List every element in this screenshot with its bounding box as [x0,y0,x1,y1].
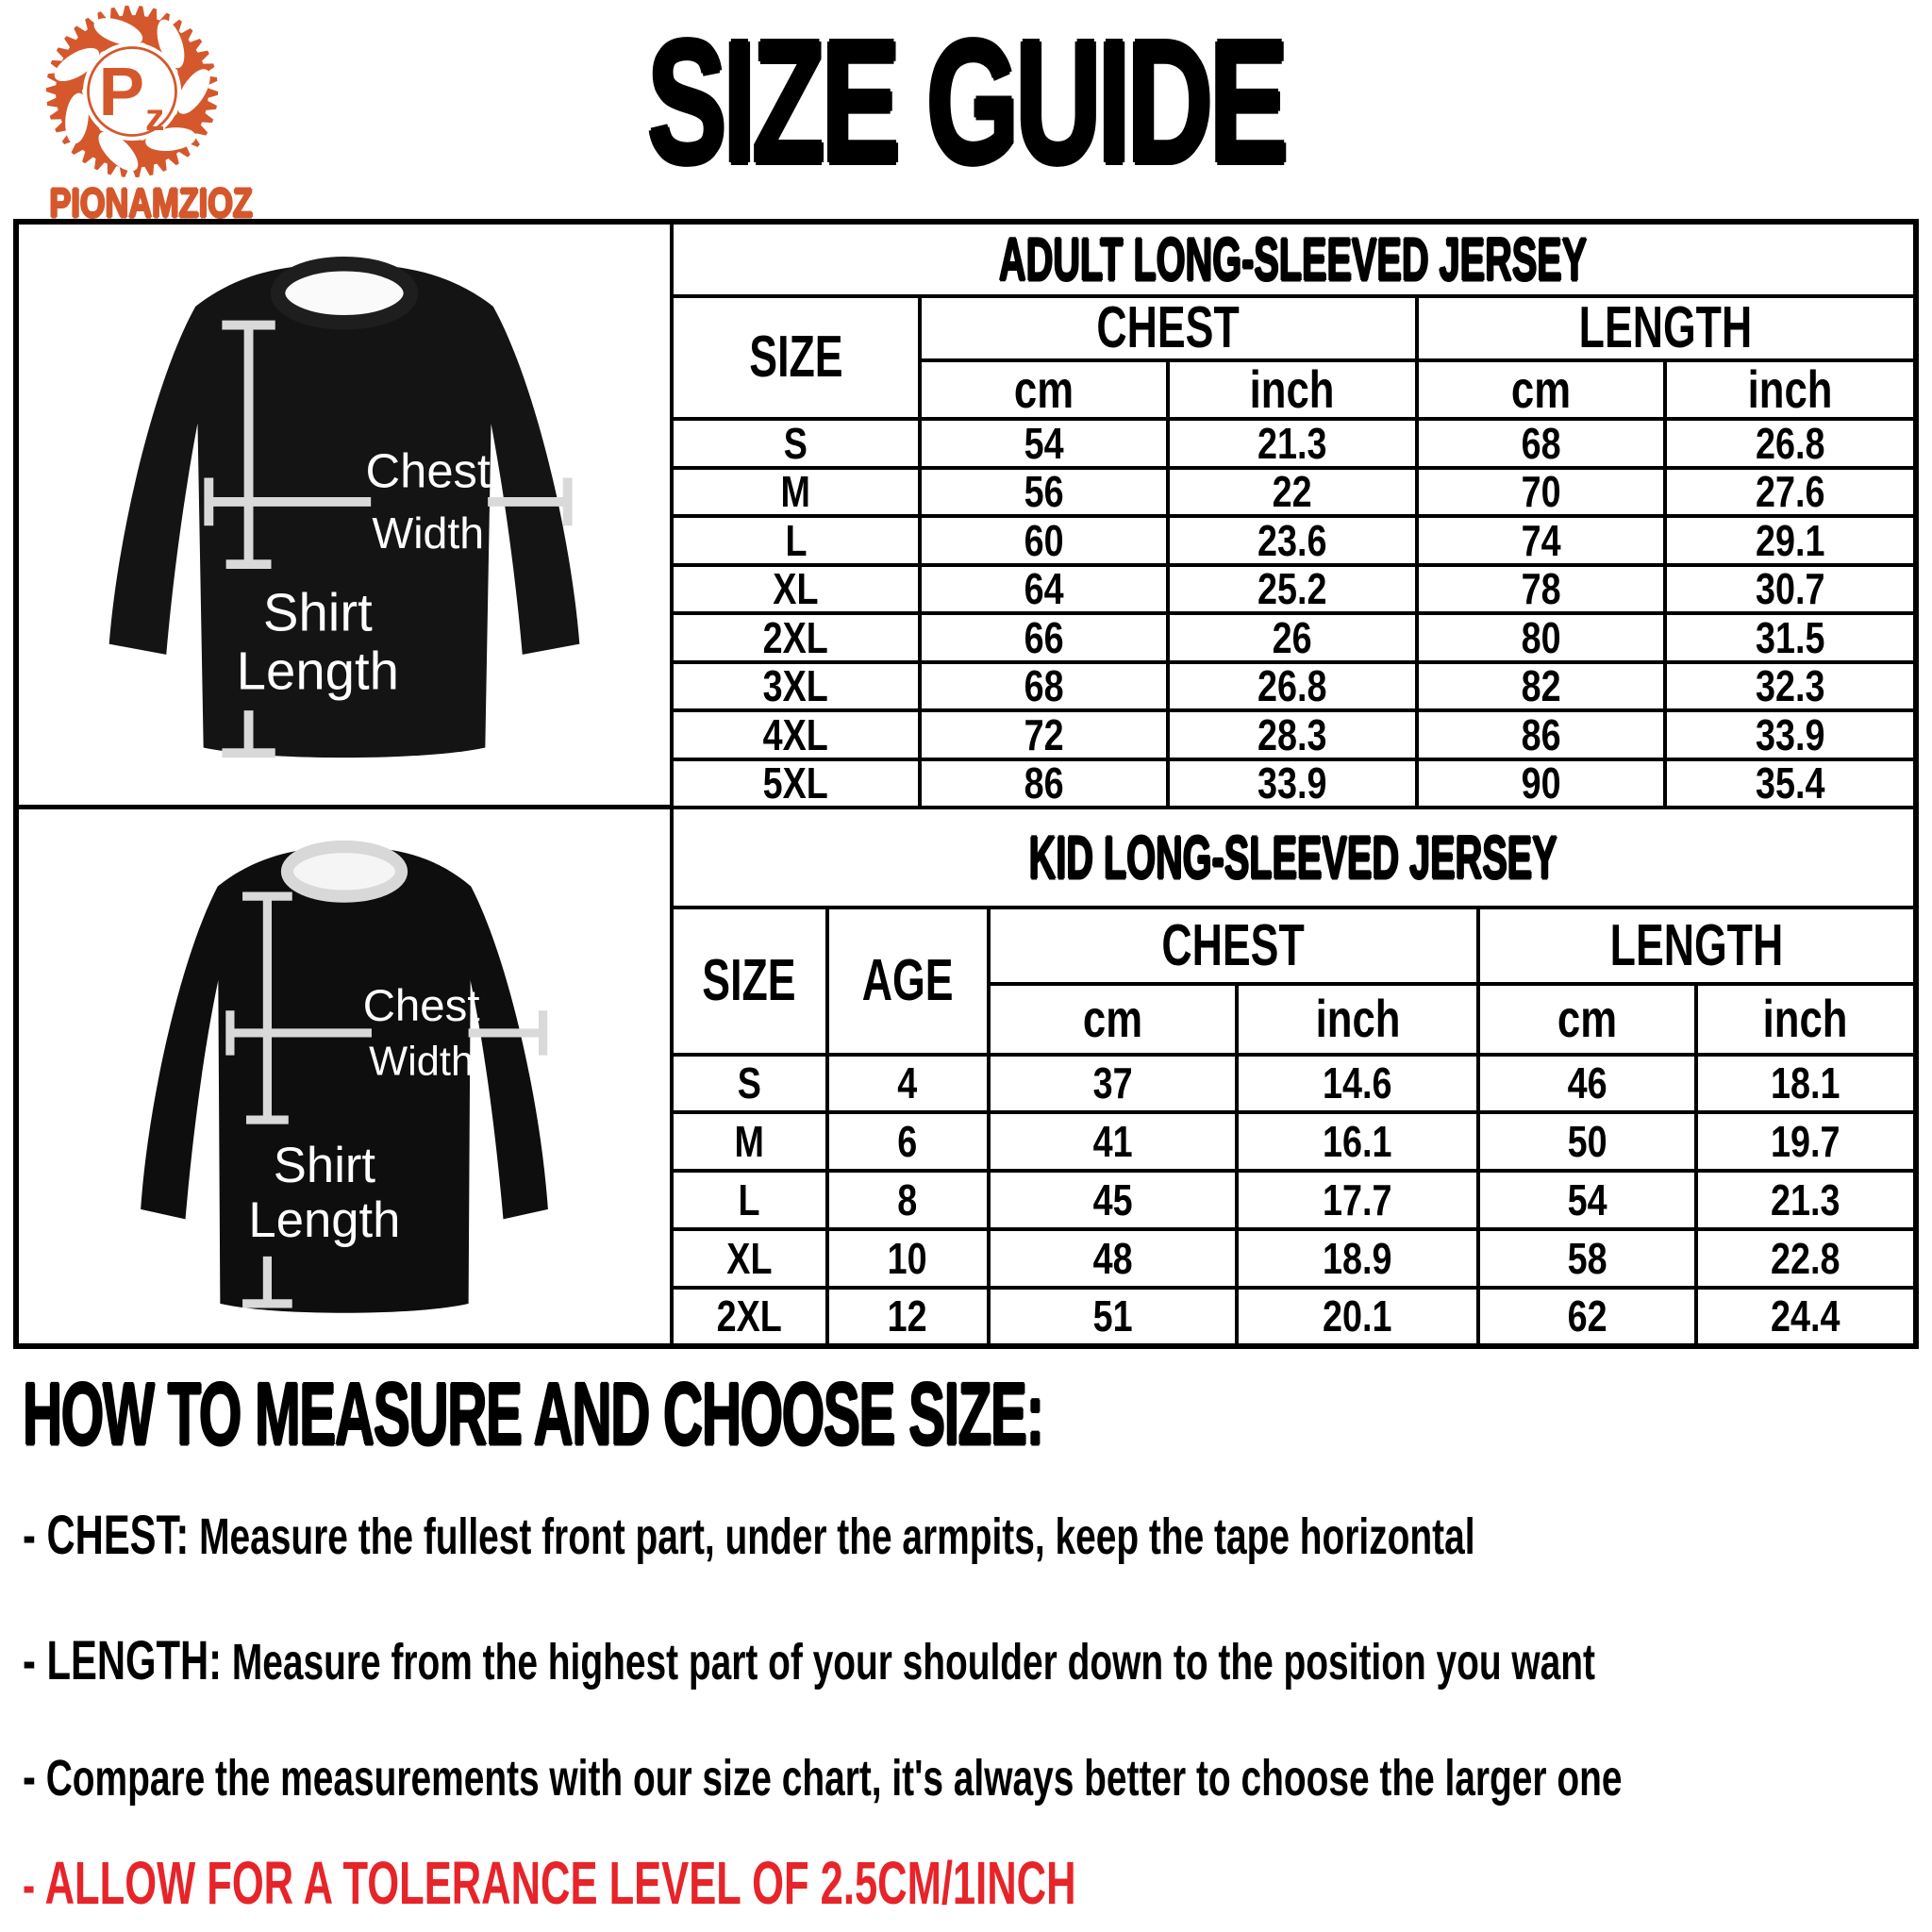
table-row [672,759,1913,808]
table-cell [1696,1171,1913,1229]
table-cell [672,613,920,662]
header-chest-cm: cm [920,360,1168,419]
table-cell-value: 6 [897,1117,918,1167]
table-row [672,1171,1913,1229]
table-cell [1665,565,1913,614]
table-cell [920,613,1168,662]
table-cell [672,710,920,759]
adult-table-title-cell [672,225,1913,296]
table-cell [672,1229,827,1288]
header-chest-inch: inch [1237,984,1479,1054]
table-row [672,468,1913,517]
table-cell-value: 2XL [763,613,829,662]
table-cell [1237,1112,1479,1171]
table-cell-value: 27.6 [1755,467,1825,516]
table-cell-value: 28.3 [1257,710,1327,759]
how-to-heading: HOW TO MEASURE AND CHOOSE SIZE: [23,1364,1043,1463]
header-size: SIZE [672,296,920,419]
table-cell-value: 41 [1092,1117,1133,1167]
table-cell [920,419,1168,468]
table-cell-value: 10 [888,1233,928,1283]
table-cell [1478,1112,1695,1171]
table-cell [1696,1288,1913,1343]
adult-shirt-image [39,229,650,801]
table-cell-value: 78 [1521,564,1561,613]
table-cell [989,1171,1237,1229]
table-cell-value: 33.9 [1257,758,1327,808]
table-cell-value: S [784,419,808,468]
table-cell-value: 68 [1521,419,1561,468]
how-to-section [23,1364,1909,1917]
how-to-item-chest: - CHEST: Measure the fullest front part, under the armpits, keep the tape horizontal [23,1505,1475,1566]
header-length-cm: cm [1478,984,1695,1054]
table-cell [1665,710,1913,759]
table-cell [1237,1288,1479,1343]
svg-text:Shirt: Shirt [273,1137,376,1193]
table-cell [827,1171,989,1229]
table-cell [672,516,920,565]
table-cell-value: 54 [1024,419,1064,468]
table-cell-value: 60 [1024,516,1064,565]
header-length: LENGTH [1478,908,1913,985]
table-cell-value: 16.1 [1323,1117,1392,1167]
table-cell [1478,1055,1695,1113]
table-row [672,613,1913,662]
table-cell-value: 24.4 [1771,1291,1840,1341]
header-length-inch: inch [1696,984,1913,1054]
table-cell [672,1288,827,1343]
table-cell [920,468,1168,517]
table-cell [920,759,1168,808]
kid-table-title: KID LONG-SLEEVED JERSEY [1028,823,1558,891]
table-cell [827,1055,989,1113]
table-cell [1417,613,1665,662]
table-cell-value: 48 [1092,1233,1133,1283]
table-cell-value: 2XL [716,1291,782,1341]
table-cell [1665,759,1913,808]
size-guide-panel [13,219,1919,1349]
table-cell-value: 25.2 [1257,564,1327,613]
table-cell [672,468,920,517]
table-cell-value: 45 [1092,1174,1133,1224]
table-cell [672,662,920,711]
table-cell [1417,662,1665,711]
table-cell-value: XL [773,564,819,613]
how-to-item-tolerance: - ALLOW FOR A TOLERANCE LEVEL OF 2.5CM/1INCH [23,1848,1076,1917]
table-cell-value: 4XL [763,710,829,759]
svg-text:Length: Length [248,1191,401,1248]
how-to-item-length: - LENGTH: Measure from the highest part of your shoulder down to the position you want [23,1629,1595,1691]
table-cell [1168,468,1416,517]
table-cell [1168,759,1416,808]
table-cell [1417,710,1665,759]
table-cell-value: 17.7 [1323,1174,1392,1224]
adult-size-table [670,225,1913,809]
table-cell [672,1055,827,1113]
adult-shirt-illustration [19,225,670,809]
table-cell [1478,1288,1695,1343]
table-row [672,516,1913,565]
table-cell [1417,516,1665,565]
table-cell [1417,468,1665,517]
header-length-inch: inch [1665,360,1913,419]
table-cell [989,1055,1237,1113]
table-cell [1168,516,1416,565]
table-cell [1417,759,1665,808]
table-row [672,1112,1913,1171]
table-cell [672,1171,827,1229]
table-cell [1696,1229,1913,1288]
table-cell [1417,565,1665,614]
table-row [672,419,1913,468]
table-cell-value: L [785,516,808,565]
how-to-item-compare: - Compare the measurements with our size chart, it's always better to choose the larger one [23,1745,1623,1807]
table-cell-value: 30.7 [1755,564,1825,613]
header-length-cm: cm [1417,360,1665,419]
kid-table-cell [670,809,1913,1343]
header-size: SIZE [672,908,827,1055]
table-cell-value: 70 [1521,467,1561,516]
svg-text:Length: Length [236,641,399,701]
table-cell [672,759,920,808]
table-cell-value: 82 [1521,661,1561,710]
table-cell-value: 66 [1024,613,1064,662]
kid-shirt-illustration [19,809,670,1343]
table-cell-value: 26 [1272,613,1312,662]
table-cell-value: 20.1 [1323,1291,1392,1341]
table-cell [920,662,1168,711]
adult-table-cell [670,225,1913,809]
table-cell [1478,1171,1695,1229]
page-title: SIZE GUIDE [646,5,1286,200]
table-cell [672,419,920,468]
adult-table-title: ADULT LONG-SLEEVED JERSEY [999,225,1588,294]
table-row [672,1229,1913,1288]
table-cell-value: 80 [1521,613,1561,662]
table-cell [1237,1055,1479,1113]
table-cell-value: 74 [1521,516,1561,565]
table-cell [827,1288,989,1343]
table-row [672,565,1913,614]
kid-table-title-cell [672,809,1913,908]
table-cell [1665,516,1913,565]
table-cell-value: 21.3 [1771,1174,1840,1224]
header-length: LENGTH [1417,296,1913,360]
table-cell-value: 3XL [763,661,829,710]
table-cell [1665,468,1913,517]
svg-text:Chest: Chest [362,980,480,1031]
table-cell-value: 56 [1024,467,1064,516]
table-cell-value: 62 [1567,1291,1607,1341]
table-cell-value: 29.1 [1755,516,1825,565]
table-cell [672,1112,827,1171]
table-cell [672,565,920,614]
table-cell [1168,565,1416,614]
table-cell-value: L [738,1174,760,1224]
table-cell-value: XL [726,1233,773,1283]
table-cell [1696,1112,1913,1171]
table-cell [1237,1229,1479,1288]
table-cell-value: M [780,467,811,516]
table-cell-value: 22.8 [1771,1233,1840,1283]
table-cell-value: 22 [1272,467,1312,516]
table-cell [1696,1055,1913,1113]
table-cell-value: 72 [1024,710,1064,759]
table-cell-value: 19.7 [1771,1117,1840,1167]
header-chest: CHEST [920,296,1416,360]
table-cell-value: 12 [888,1291,928,1341]
table-cell-value: 35.4 [1755,758,1825,808]
table-cell-value: 33.9 [1755,710,1825,759]
table-cell-value: 26.8 [1257,661,1327,710]
svg-text:Width: Width [369,1039,475,1085]
table-cell [920,565,1168,614]
table-cell-value: 31.5 [1755,613,1825,662]
table-cell [1168,662,1416,711]
kid-shirt-image [57,809,632,1343]
header-chest: CHEST [989,908,1479,985]
kid-size-table [670,809,1913,1343]
brand-name: PIONAMZIOZ [49,180,253,226]
svg-text:Shirt: Shirt [262,582,373,642]
table-row [672,710,1913,759]
table-cell-value: 4 [897,1058,918,1108]
table-cell-value: 5XL [763,758,829,808]
table-cell [989,1112,1237,1171]
table-cell-value: 23.6 [1257,516,1327,565]
table-cell [989,1288,1237,1343]
header-chest-cm: cm [989,984,1237,1054]
table-row [672,662,1913,711]
table-cell-value: 86 [1024,758,1064,808]
table-cell-value: 64 [1024,564,1064,613]
table-cell-value: 37 [1092,1058,1133,1108]
table-cell [1665,613,1913,662]
table-cell [920,516,1168,565]
table-cell [1478,1229,1695,1288]
table-cell-value: 14.6 [1323,1058,1392,1108]
table-cell-value: 46 [1567,1058,1607,1108]
table-cell-value: 18.9 [1323,1233,1392,1283]
table-cell [1665,662,1913,711]
table-cell [1237,1171,1479,1229]
table-cell-value: 18.1 [1771,1058,1840,1108]
table-cell [1168,419,1416,468]
table-cell [1665,419,1913,468]
table-cell-value: 86 [1521,710,1561,759]
table-cell [1168,710,1416,759]
header-chest-inch: inch [1168,360,1416,419]
table-cell-value: M [734,1117,764,1167]
table-cell-value: 50 [1567,1117,1607,1167]
monogram-z: z [144,94,165,139]
svg-text:Width: Width [372,508,485,558]
table-cell [1417,419,1665,468]
table-cell-value: 90 [1521,758,1561,808]
table-cell [1168,613,1416,662]
table-cell [920,710,1168,759]
table-cell-value: 21.3 [1257,419,1327,468]
table-cell [827,1112,989,1171]
table-cell-value: 51 [1092,1291,1133,1341]
table-cell-value: S [737,1058,761,1108]
table-cell [989,1229,1237,1288]
table-cell-value: 68 [1024,661,1064,710]
header-age: AGE [827,908,989,1055]
svg-text:Chest: Chest [365,442,491,497]
table-row [672,1288,1913,1343]
table-cell-value: 54 [1567,1174,1607,1224]
table-cell-value: 58 [1567,1233,1607,1283]
table-cell-value: 26.8 [1755,419,1825,468]
table-cell-value: 8 [897,1174,918,1224]
table-cell-value: 32.3 [1755,661,1825,710]
table-cell [827,1229,989,1288]
monogram-p: P [98,54,145,131]
table-row [672,1055,1913,1113]
